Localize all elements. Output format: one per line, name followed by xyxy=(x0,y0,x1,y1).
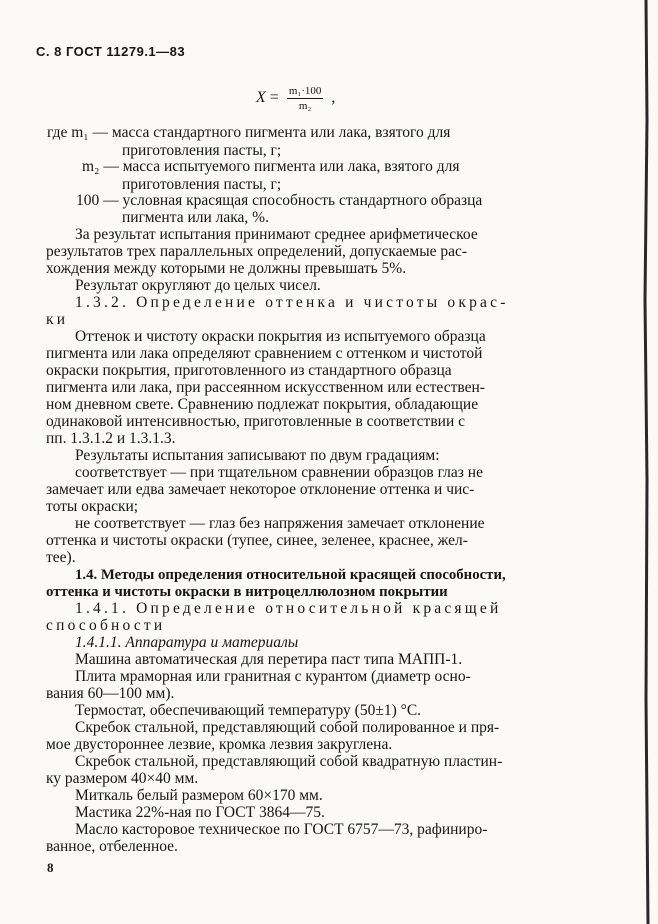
formula-equals: = xyxy=(269,89,279,107)
item-heading: 1.4.1.1. Аппаратура и материалы xyxy=(75,634,299,651)
formula-lhs: X xyxy=(256,89,266,107)
text-line: оттенка и чистоты окраски (тупее, синее, зеленее, краснее, жел- xyxy=(46,532,468,549)
text-line: приготовления пасты, г; xyxy=(122,142,282,159)
text-line: результатов трех параллельных определений, допускаемые рас- xyxy=(46,243,468,260)
text-line: тее). xyxy=(46,549,76,566)
page-header: С. 8 ГОСТ 11279.1—83 xyxy=(36,44,186,59)
text-line: Машина автоматическая для перетира паст типа МАПП-1. xyxy=(75,651,463,668)
section-heading: 1.3.2. Определение оттенка и чистоты окрас- xyxy=(75,294,509,311)
text-line: m₂ — масса испытуемого пигмента или лака, взятого для xyxy=(82,158,460,175)
scan-edge-shadow xyxy=(642,0,650,924)
text-line: одинаковой интенсивностью, приготовленные в соответствии с xyxy=(46,413,465,430)
text-line: Результат округляют до целых чисел. xyxy=(75,277,321,294)
text-line: Миткаль белый размером 60×170 мм. xyxy=(75,787,323,804)
section-heading: 1.4.1. Определение относительной красящей xyxy=(75,600,502,617)
text-line: соответствует — при тщательном сравнении образцов глаз не xyxy=(75,464,483,481)
text-line: пп. 1.3.1.2 и 1.3.1.3. xyxy=(46,430,176,447)
text-line: Мастика 22%-ная по ГОСТ 3864—75. xyxy=(75,804,325,821)
text-line: ванное, отбеленное. xyxy=(46,838,178,855)
text-line: Результаты испытания записывают по двум градациям: xyxy=(75,447,440,464)
text-line: ном дневном свете. Сравнению подлежат покрытия, обладающие xyxy=(46,396,479,413)
text-line: где m₁ — масса стандартного пигмента или лака, взятого для xyxy=(47,124,451,141)
text-line: тоты окраски; xyxy=(46,498,139,515)
subsection-title: 1.4. Методы определения относительной красящей способности, xyxy=(75,567,506,583)
text-line: пигмента или лака, при рассеянном искусственном или естествен- xyxy=(46,379,485,396)
text-line: Скребок стальной, представляющий собой квадратную пластин- xyxy=(75,753,503,770)
text-line: За результат испытания принимают среднее арифметическое xyxy=(75,226,478,243)
section-heading-cont: ки xyxy=(46,311,69,328)
section-heading-cont: способности xyxy=(46,617,166,634)
text-line: пигмента или лака, %. xyxy=(122,209,269,226)
formula xyxy=(256,85,335,112)
formula-denominator: m₂ xyxy=(298,100,312,112)
text-line: вания 60—100 мм). xyxy=(46,685,175,702)
formula-tail: , xyxy=(331,89,336,107)
formula-fraction xyxy=(287,85,324,112)
text-line: ку размером 40×40 мм. xyxy=(46,770,199,787)
text-line: Плита мраморная или гранитная с курантом (диаметр осно- xyxy=(75,668,471,685)
text-line: Термостат, обеспечивающий температуру (50±1) °С. xyxy=(75,702,422,719)
formula-numerator: m₁·100 xyxy=(288,85,322,97)
text-line: хождения между которыми не должны превышать 5%. xyxy=(46,260,407,277)
text-line: не соответствует — глаз без напряжения замечает отклонение xyxy=(75,515,485,532)
text-line: 100 — условная красящая способность стандартного образца xyxy=(76,192,483,209)
subsection-title-cont: оттенка и чистоты окраски в нитроцеллюлозном покрытии xyxy=(46,584,448,600)
text-line: Скребок стальной, представляющий собой полированное и пря- xyxy=(75,719,500,736)
text-line: Масло касторовое техническое по ГОСТ 6757—73, рафиниро- xyxy=(75,821,488,838)
text-line: Оттенок и чистоту окраски покрытия из испытуемого образца xyxy=(75,328,486,345)
text-line: окраски покрытия, приготовленного из стандартного образца xyxy=(46,362,452,379)
text-line: пигмента или лака определяют сравнением с оттенком и чистотой xyxy=(46,345,483,362)
text-line: замечает или едва замечает некоторое отклонение оттенка и чис- xyxy=(46,481,475,498)
footer-mark: 8 xyxy=(47,860,54,875)
text-line: приготовления пасты, г; xyxy=(122,176,282,193)
text-line: мое двустороннее лезвие, кромка лезвия закруглена. xyxy=(46,736,393,753)
